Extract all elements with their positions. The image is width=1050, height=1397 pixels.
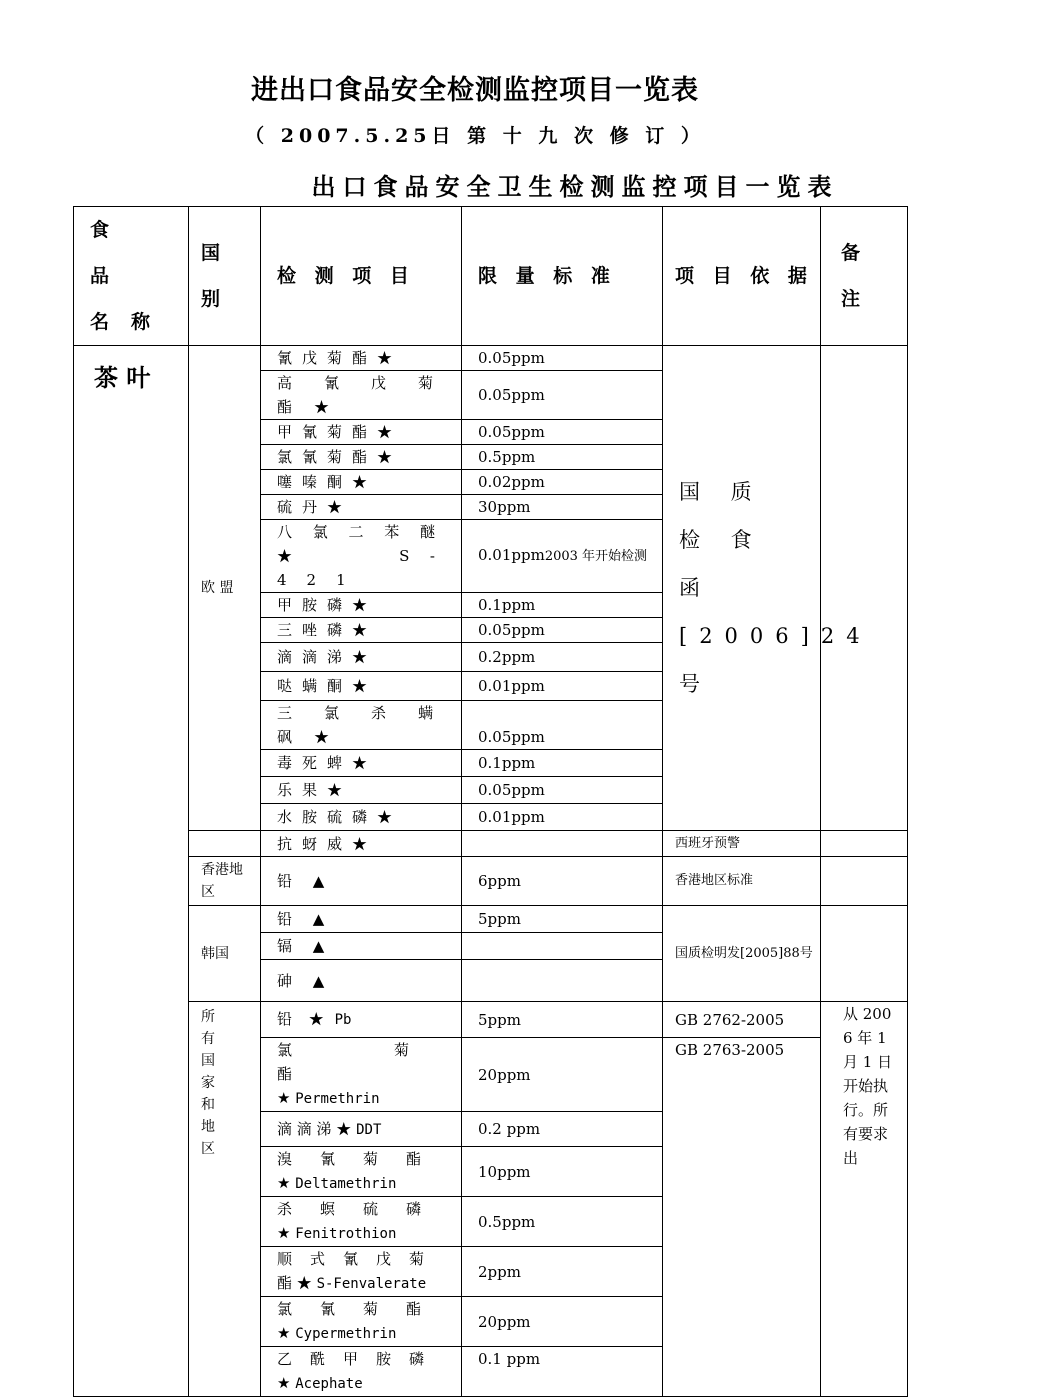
limit-cell	[462, 933, 663, 960]
item-cell: 滴滴涕★	[261, 643, 462, 672]
item-cell: 氯氰菊酯★	[261, 445, 462, 470]
item-star: ★	[277, 1089, 291, 1107]
limit-remark: 2003 年开始检测	[544, 549, 648, 564]
limit-cell: 0.2 ppm	[462, 1112, 663, 1147]
item-cell: 氰戊菊酯★	[261, 346, 462, 371]
item-cn: 顺式氰戊菊	[277, 1250, 443, 1268]
limit-cell: 0.05ppm	[462, 420, 663, 445]
table-header-row	[74, 207, 908, 346]
item-cell: 甲氰菊酯★	[261, 420, 462, 445]
item-cn: 铅 ★	[277, 1010, 330, 1028]
item-cn: 氯氰菊酯	[277, 1300, 450, 1318]
item-star: ★	[277, 1374, 291, 1392]
limit-cell: 0.05ppm	[462, 371, 663, 420]
basis-value: GB 2763-2005	[675, 1041, 785, 1059]
item-star: 酯 ★	[277, 1274, 312, 1292]
limit-cell: 0.01ppm	[462, 672, 663, 701]
limit-cell	[462, 520, 663, 593]
limit-value: 0.01ppm	[478, 546, 545, 564]
basis-eu: 国 质 检 食 函 [2006]24 号	[663, 346, 821, 831]
item-cell	[261, 1112, 462, 1147]
header-country: 国 别	[189, 207, 261, 346]
item-cell: 水胺硫磷★	[261, 804, 462, 831]
item-cell: 甲胺磷★	[261, 593, 462, 618]
limit-cell: 2ppm	[462, 1247, 663, 1297]
limit-cell: 0.05ppm	[462, 777, 663, 804]
item-en: Pb	[334, 1012, 352, 1028]
item-cell: 八氯二苯醚★ S-421	[261, 520, 462, 593]
limit-cell: 0.1 ppm	[462, 1347, 663, 1397]
table-row	[74, 857, 908, 906]
inspection-table	[73, 206, 908, 1397]
limit-cell	[462, 831, 663, 857]
item-star: ★	[277, 1324, 291, 1342]
limit-cell: 0.1ppm	[462, 750, 663, 777]
item-en: Acephate	[295, 1376, 363, 1392]
limit-cell: 10ppm	[462, 1147, 663, 1197]
item-cell: 噻嗪酮★	[261, 470, 462, 495]
limit-cell: 0.02ppm	[462, 470, 663, 495]
item-en: Cypermethrin	[295, 1326, 397, 1342]
limit-cell: 20ppm	[462, 1297, 663, 1347]
item-star: ★	[277, 1174, 291, 1192]
header-basis: 项 目 依 据	[663, 207, 821, 346]
limit-cell: 20ppm	[462, 1038, 663, 1112]
item-en: Permethrin	[295, 1091, 380, 1107]
item-cell	[261, 1297, 462, 1347]
page-title: 进出口食品安全检测监控项目一览表	[251, 75, 699, 106]
item-cn: 乙酰甲胺磷	[277, 1350, 443, 1368]
limit-cell: 0.05ppm	[462, 346, 663, 371]
limit-cell: 6ppm	[462, 857, 663, 906]
item-cell: 铅 ▲	[261, 857, 462, 906]
item-en: DDT	[356, 1121, 382, 1138]
item-star: ★	[277, 1224, 291, 1242]
item-cell	[261, 1347, 462, 1397]
item-cell	[261, 1147, 462, 1197]
basis-cell: GB 2762-2005	[663, 1002, 821, 1038]
item-cell: 高氰戊菊酯★	[261, 371, 462, 420]
item-cell: 砷 ▲	[261, 960, 462, 1002]
item-cn: 杀螟硫磷	[277, 1200, 450, 1218]
item-cell	[261, 1038, 462, 1112]
item-cell: 毒死蜱★	[261, 750, 462, 777]
item-cn: 溴氰菊酯	[277, 1150, 450, 1168]
item-cell	[261, 1247, 462, 1297]
item-cell: 硫丹★	[261, 495, 462, 520]
country-all: 所有国家和地区	[189, 1002, 261, 1397]
item-cell: 哒螨酮★	[261, 672, 462, 701]
basis-cell: 西班牙预警	[663, 831, 821, 857]
header-limit: 限 量 标 准	[462, 207, 663, 346]
limit-cell: 30ppm	[462, 495, 663, 520]
table-row	[74, 831, 908, 857]
country-kr: 韩国	[189, 906, 261, 1002]
country-eu: 欧 盟	[189, 346, 261, 831]
note-eu	[821, 346, 908, 831]
basis-kr: 国质检明发[2005]88号	[663, 906, 821, 1002]
note-cell	[821, 857, 908, 906]
limit-cell: 0.01ppm	[462, 804, 663, 831]
food-name: 茶 叶	[74, 346, 189, 1397]
item-en: Fenitrothion	[295, 1226, 397, 1242]
note-kr	[821, 906, 908, 1002]
table-row	[74, 346, 908, 371]
limit-cell: 0.05ppm	[462, 618, 663, 643]
note-all: 从 2006 年 1 月 1 日开始执行。所有要求出	[821, 1002, 908, 1397]
item-en: S-Fenvalerate	[316, 1276, 427, 1292]
basis-cell: 香港地区标准	[663, 857, 821, 906]
item-cell: 抗蚜威★	[261, 831, 462, 857]
header-food: 食 品 名称	[74, 207, 189, 346]
item-cn: 氯菊酯	[277, 1041, 455, 1083]
limit-cell	[462, 960, 663, 1002]
table-row	[74, 1002, 908, 1038]
item-cell	[261, 1197, 462, 1247]
item-cell	[261, 1002, 462, 1038]
limit-cell: 0.05ppm	[462, 701, 663, 750]
item-cell: 铅 ▲	[261, 906, 462, 933]
limit-cell: 0.5ppm	[462, 445, 663, 470]
header-note: 备 注	[821, 207, 908, 346]
item-cell: 镉 ▲	[261, 933, 462, 960]
item-en: Deltamethrin	[295, 1176, 397, 1192]
header-item: 检 测 项 目	[261, 207, 462, 346]
table-subtitle: 出口食品安全卫生检测监控项目一览表	[311, 172, 839, 201]
country-hk: 香港地区	[189, 857, 261, 906]
limit-cell: 0.2ppm	[462, 643, 663, 672]
item-cell: 三唑磷★	[261, 618, 462, 643]
country-eu-extra	[189, 831, 261, 857]
item-cn: 滴 滴 涕 ★	[277, 1119, 352, 1138]
table-row	[74, 906, 908, 933]
basis-cell	[663, 1038, 821, 1397]
limit-cell: 0.5ppm	[462, 1197, 663, 1247]
item-cell: 乐果★	[261, 777, 462, 804]
revision-note: （ 2007.5.25日 第 十 九 次 修 订 ）	[245, 125, 705, 147]
limit-cell: 0.1ppm	[462, 593, 663, 618]
note-cell	[821, 831, 908, 857]
limit-cell: 5ppm	[462, 1002, 663, 1038]
limit-cell: 5ppm	[462, 906, 663, 933]
item-cell: 三氯杀螨砜★	[261, 701, 462, 750]
